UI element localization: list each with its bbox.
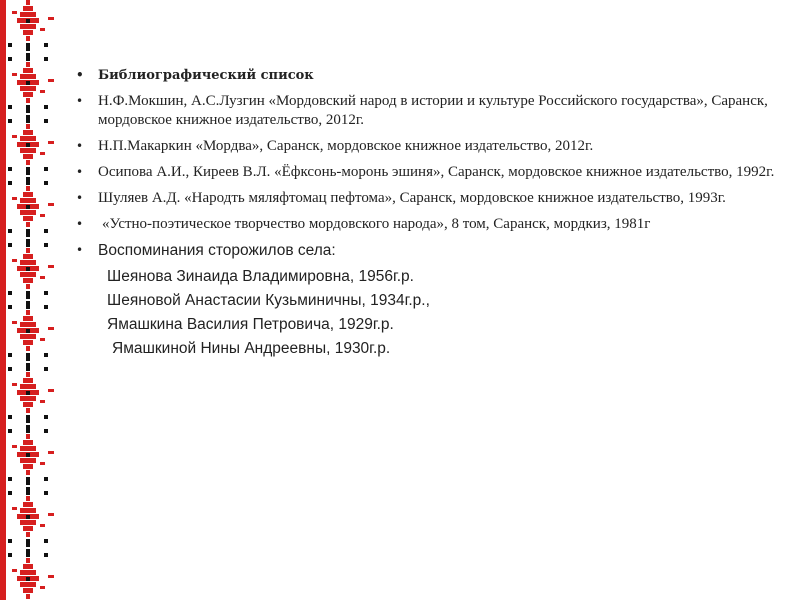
ornament-stitch — [8, 491, 12, 495]
ornament-center — [26, 515, 30, 519]
list-item — [76, 92, 776, 130]
ornament-stitch — [8, 477, 12, 481]
list-item — [76, 189, 776, 208]
ornament-stitch — [8, 305, 12, 309]
ornament-stitch — [44, 291, 48, 295]
ornament-motif — [26, 124, 30, 129]
ornament-stitch — [8, 43, 12, 47]
bullet-icon: • — [76, 68, 84, 82]
ornament-stitch — [26, 115, 30, 123]
ornament-hook — [12, 383, 17, 386]
ornament-stitch — [8, 367, 12, 371]
ornament-hook — [40, 400, 45, 403]
ornament-hook — [40, 276, 45, 279]
ornament-stitch — [8, 105, 12, 109]
ornament-hook — [12, 197, 17, 200]
ornament-motif — [26, 0, 30, 5]
ornament-stitch — [8, 553, 12, 557]
ornament-pattern — [0, 0, 58, 600]
ornament-stitch — [44, 353, 48, 357]
memory-entry: Ямашкина Василия Петровича, 1929г.р. — [107, 316, 394, 333]
ornament-motif — [20, 582, 36, 587]
ornament-motif — [20, 210, 36, 215]
ornament-motif — [23, 526, 33, 531]
ornament-motif — [20, 446, 36, 451]
ornament-motif — [26, 284, 30, 289]
ornament-center — [26, 143, 30, 147]
ornament-stitch — [44, 243, 48, 247]
ornament-motif — [20, 570, 36, 575]
ornament-stitch — [26, 415, 30, 423]
ornament-motif — [20, 24, 36, 29]
list-item — [76, 241, 776, 260]
list-item — [76, 66, 776, 85]
ornament-motif — [23, 502, 33, 507]
ornament-stitch — [26, 177, 30, 185]
ornament-motif — [20, 508, 36, 513]
memory-entry: Ямашкиной Нины Андреевны, 1930г.р. — [112, 340, 391, 357]
ornament-stitch — [8, 243, 12, 247]
ornament-motif — [26, 186, 30, 191]
ornament-stitch — [44, 367, 48, 371]
bibliography-entry: Н.Ф.Мокшин, А.С.Лузгин «Мордовский народ в истории и культуре Российского государства», Саранск, мордовское книжное издательство, 2012г. — [98, 93, 768, 128]
ornament-hook — [12, 321, 17, 324]
ornament-hook — [48, 79, 54, 82]
ornament-motif — [23, 440, 33, 445]
ornament-motif — [26, 36, 30, 41]
bibliography-list — [76, 66, 776, 260]
ornament-motif — [26, 434, 30, 439]
ornament-motif — [26, 346, 30, 351]
ornament-motif — [20, 520, 36, 525]
ornament-motif — [26, 310, 30, 315]
ornament-motif — [23, 154, 33, 159]
ornament-center — [26, 453, 30, 457]
ornament-motif — [20, 74, 36, 79]
ornament-stitch — [44, 167, 48, 171]
ornament-motif — [20, 198, 36, 203]
ornament-stitch — [44, 491, 48, 495]
bibliography-entry: Шуляев А.Д. «Народть мяляфтомац пефтома», Саранск, мордовское книжное издательство, 1993г. — [98, 190, 726, 206]
ornament-motif — [20, 458, 36, 463]
ornament-stitch — [26, 487, 30, 495]
ornament-stitch — [44, 429, 48, 433]
ornament-motif — [23, 6, 33, 11]
ornament-motif — [23, 402, 33, 407]
ornament-stitch — [26, 353, 30, 361]
ornament-motif — [23, 564, 33, 569]
ornament-motif — [23, 30, 33, 35]
memories-heading: Воспоминания сторожилов села: — [98, 242, 336, 259]
ornament-motif — [23, 92, 33, 97]
ornament-center — [26, 205, 30, 209]
bibliography-entry: «Устно-поэтическое творчество мордовского народа», 8 том, Саранск, мордкиз, 1981г — [102, 216, 651, 232]
ornament-stitch — [44, 43, 48, 47]
ornament-hook — [40, 28, 45, 31]
ornament-hook — [48, 327, 54, 330]
ornament-motif — [20, 136, 36, 141]
ornament-stitch — [8, 429, 12, 433]
bullet-icon: • — [76, 165, 84, 179]
ornament-stitch — [26, 43, 30, 51]
ornament-motif — [23, 464, 33, 469]
ornament-hook — [40, 338, 45, 341]
ornament-center — [26, 19, 30, 23]
ornament-stitch — [8, 415, 12, 419]
ornament-motif — [23, 378, 33, 383]
ornament-motif — [26, 160, 30, 165]
ornament-stitch — [44, 539, 48, 543]
bullet-icon: • — [76, 139, 84, 153]
ornament-hook — [40, 586, 45, 589]
ornament-stitch — [26, 363, 30, 371]
ornament-motif — [26, 222, 30, 227]
ornament-motif — [26, 558, 30, 563]
ornament-hook — [48, 513, 54, 516]
ornament-center — [26, 391, 30, 395]
ornament-hook — [40, 524, 45, 527]
bibliography-entry: Н.П.Макаркин «Мордва», Саранск, мордовское книжное издательство, 2012г. — [98, 138, 594, 154]
ornament-stitch — [26, 477, 30, 485]
ornament-stripe — [0, 0, 6, 600]
ornament-motif — [23, 588, 33, 593]
ornament-hook — [12, 73, 17, 76]
ornament-stitch — [26, 239, 30, 247]
ornament-motif — [26, 98, 30, 103]
ornament-motif — [20, 272, 36, 277]
ornament-stitch — [8, 291, 12, 295]
ornament-stitch — [26, 425, 30, 433]
memory-entry: Шеяновой Анастасии Кузьминичны, 1934г.р., — [107, 292, 430, 309]
ornament-motif — [26, 496, 30, 501]
ornament-stitch — [44, 477, 48, 481]
bullet-icon: • — [76, 191, 84, 205]
list-item — [76, 215, 776, 234]
ornament-hook — [48, 203, 54, 206]
ornament-hook — [48, 451, 54, 454]
ornament-motif — [23, 216, 33, 221]
bullet-icon: • — [76, 94, 84, 108]
bullet-icon: • — [76, 217, 84, 231]
bullet-icon: • — [76, 243, 84, 257]
ornament-motif — [26, 408, 30, 413]
ornament-stitch — [44, 119, 48, 123]
ornament-hook — [12, 11, 17, 14]
list-item — [76, 137, 776, 156]
ornament-motif — [20, 260, 36, 265]
ornament-motif — [20, 334, 36, 339]
ornament-stitch — [8, 181, 12, 185]
ornament-hook — [12, 259, 17, 262]
ornament-motif — [26, 532, 30, 537]
ornament-hook — [40, 214, 45, 217]
ornament-stitch — [44, 229, 48, 233]
ornament-motif — [20, 86, 36, 91]
ornament-stitch — [44, 105, 48, 109]
ornament-stitch — [8, 57, 12, 61]
ornament-motif — [20, 396, 36, 401]
ornament-motif — [23, 68, 33, 73]
ornament-stitch — [26, 167, 30, 175]
bibliography-heading: Библиографический список — [98, 68, 314, 83]
bibliography-section — [76, 66, 776, 363]
ornament-motif — [23, 130, 33, 135]
ornament-hook — [40, 462, 45, 465]
ornament-motif — [23, 316, 33, 321]
decorative-ornament-border — [0, 0, 58, 600]
ornament-center — [26, 329, 30, 333]
ornament-motif — [20, 148, 36, 153]
ornament-stitch — [8, 119, 12, 123]
ornament-hook — [48, 141, 54, 144]
ornament-motif — [26, 62, 30, 67]
ornament-stitch — [44, 415, 48, 419]
ornament-stitch — [8, 353, 12, 357]
ornament-motif — [26, 470, 30, 475]
ornament-motif — [26, 248, 30, 253]
memory-entry: Шеянова Зинаида Владимировна, 1956г.р. — [107, 268, 414, 285]
ornament-stitch — [44, 57, 48, 61]
list-item — [76, 163, 776, 182]
ornament-center — [26, 267, 30, 271]
ornament-motif — [20, 322, 36, 327]
ornament-hook — [12, 569, 17, 572]
ornament-hook — [48, 265, 54, 268]
ornament-center — [26, 81, 30, 85]
ornament-stitch — [26, 53, 30, 61]
ornament-hook — [40, 152, 45, 155]
ornament-hook — [12, 445, 17, 448]
bibliography-entry: Осипова А.И., Киреев В.Л. «Ёфксонь-моронь эшиня», Саранск, мордовское книжное издательство, 1992г. — [98, 164, 775, 180]
ornament-motif — [26, 372, 30, 377]
ornament-stitch — [8, 229, 12, 233]
ornament-hook — [48, 389, 54, 392]
ornament-motif — [20, 384, 36, 389]
ornament-motif — [23, 340, 33, 345]
ornament-stitch — [8, 167, 12, 171]
ornament-stitch — [8, 539, 12, 543]
ornament-motif — [23, 192, 33, 197]
ornament-stitch — [26, 229, 30, 237]
ornament-stitch — [26, 549, 30, 557]
ornament-hook — [48, 17, 54, 20]
ornament-hook — [48, 575, 54, 578]
ornament-motif — [23, 278, 33, 283]
ornament-hook — [12, 507, 17, 510]
ornament-center — [26, 577, 30, 581]
ornament-hook — [12, 135, 17, 138]
ornament-stitch — [26, 539, 30, 547]
ornament-stitch — [26, 291, 30, 299]
ornament-stitch — [44, 553, 48, 557]
ornament-motif — [23, 254, 33, 259]
ornament-motif — [26, 594, 30, 599]
ornament-stitch — [26, 301, 30, 309]
ornament-stitch — [26, 105, 30, 113]
ornament-stitch — [44, 181, 48, 185]
ornament-stitch — [44, 305, 48, 309]
ornament-hook — [40, 90, 45, 93]
ornament-motif — [20, 12, 36, 17]
